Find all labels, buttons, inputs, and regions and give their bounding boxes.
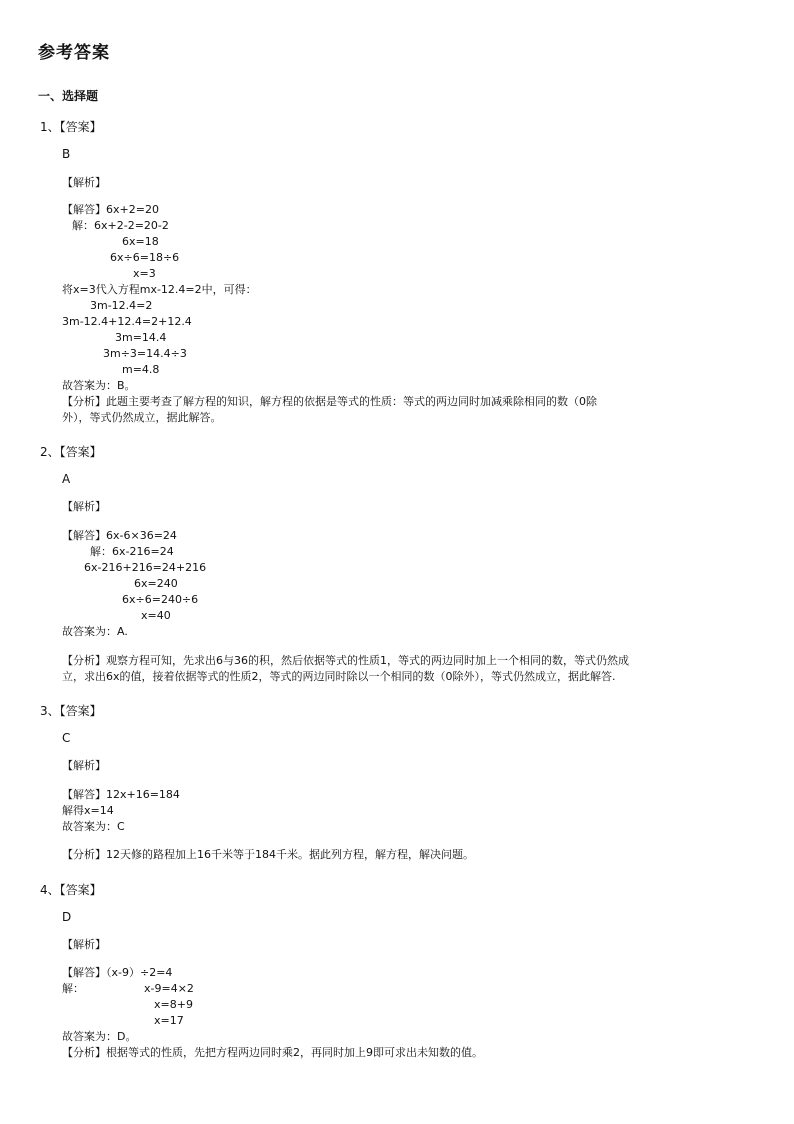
solution-line: x=17 — [154, 1014, 184, 1027]
solution-line: 将x=3代入方程mx-12.4=2中，可得： — [62, 283, 257, 296]
solution-line: 【解答】（x-9）÷2=4 — [62, 966, 173, 979]
solution-line: 6x÷6=18÷6 — [110, 251, 180, 264]
question-3-heading: 3、【答案】 — [40, 704, 102, 718]
solution-line: x=8+9 — [154, 998, 193, 1011]
page-title: 参考答案 — [38, 43, 110, 63]
solution-line: 6x=18 — [122, 235, 159, 248]
solution-line: 故答案为：B。 — [62, 379, 136, 392]
section-heading: 一、选择题 — [38, 89, 99, 103]
solution-line: 3m-12.4+12.4=2+12.4 — [62, 315, 192, 328]
question-3-answer: C — [62, 731, 71, 745]
solution-line: x=3 — [133, 267, 156, 280]
solution-line: 6x÷6=240÷6 — [122, 593, 199, 606]
question-1-analysis-label: 【解析】 — [62, 176, 106, 189]
solution-line: m=4.8 — [122, 363, 160, 376]
solution-line: 故答案为：A. — [62, 625, 128, 638]
analysis-text: 【分析】12天修的路程加上16千米等于184千米。据此列方程，解方程，解决问题。 — [62, 848, 474, 861]
solution-line: 解：6x-216=24 — [90, 545, 174, 558]
question-4-analysis-label: 【解析】 — [62, 938, 106, 951]
question-4-answer: D — [62, 910, 72, 924]
analysis-text: 【分析】根据等式的性质，先把方程两边同时乘2，再同时加上9即可求出未知数的值。 — [62, 1046, 483, 1059]
solution-line: 【解答】6x-6×36=24 — [62, 529, 177, 542]
question-2-heading: 2、【答案】 — [40, 445, 102, 459]
analysis-text: 【分析】此题主要考查了解方程的知识，解方程的依据是等式的性质：等式的两边同时加减乘除相同的数（0除 — [62, 395, 597, 408]
analysis-text: 【分析】观察方程可知，先求出6与36的积，然后依据等式的性质1，等式的两边同时加上一个相同的数，等式仍然成 — [62, 654, 629, 667]
solution-line: 3m÷3=14.4÷3 — [103, 347, 187, 360]
solution-line: 解： — [62, 982, 84, 995]
question-2-analysis-label: 【解析】 — [62, 500, 106, 513]
solution-line: 【解答】12x+16=184 — [62, 788, 180, 801]
solution-line: x-9=4×2 — [144, 982, 194, 995]
solution-line: 解：6x+2-2=20-2 — [72, 219, 169, 232]
solution-line: 故答案为：C — [62, 820, 125, 833]
question-2-answer: A — [62, 472, 71, 486]
solution-line: 6x-216+216=24+216 — [84, 561, 207, 574]
question-1-answer: B — [62, 147, 71, 161]
analysis-text: 外），等式仍然成立，据此解答。 — [62, 411, 222, 424]
analysis-text: 立，求出6x的值，接着依据等式的性质2，等式的两边同时除以一个相同的数（0除外），等式仍然成立，据此解答. — [62, 670, 616, 683]
solution-line: 故答案为：D。 — [62, 1030, 137, 1043]
question-1-heading: 1、【答案】 — [40, 120, 102, 134]
solution-line: x=40 — [141, 609, 171, 622]
solution-line: 3m-12.4=2 — [90, 299, 153, 312]
solution-line: 解得x=14 — [62, 804, 114, 817]
solution-line: 【解答】6x+2=20 — [62, 203, 159, 216]
solution-line: 6x=240 — [134, 577, 178, 590]
question-3-analysis-label: 【解析】 — [62, 759, 106, 772]
solution-line: 3m=14.4 — [115, 331, 167, 344]
question-4-heading: 4、【答案】 — [40, 883, 102, 897]
